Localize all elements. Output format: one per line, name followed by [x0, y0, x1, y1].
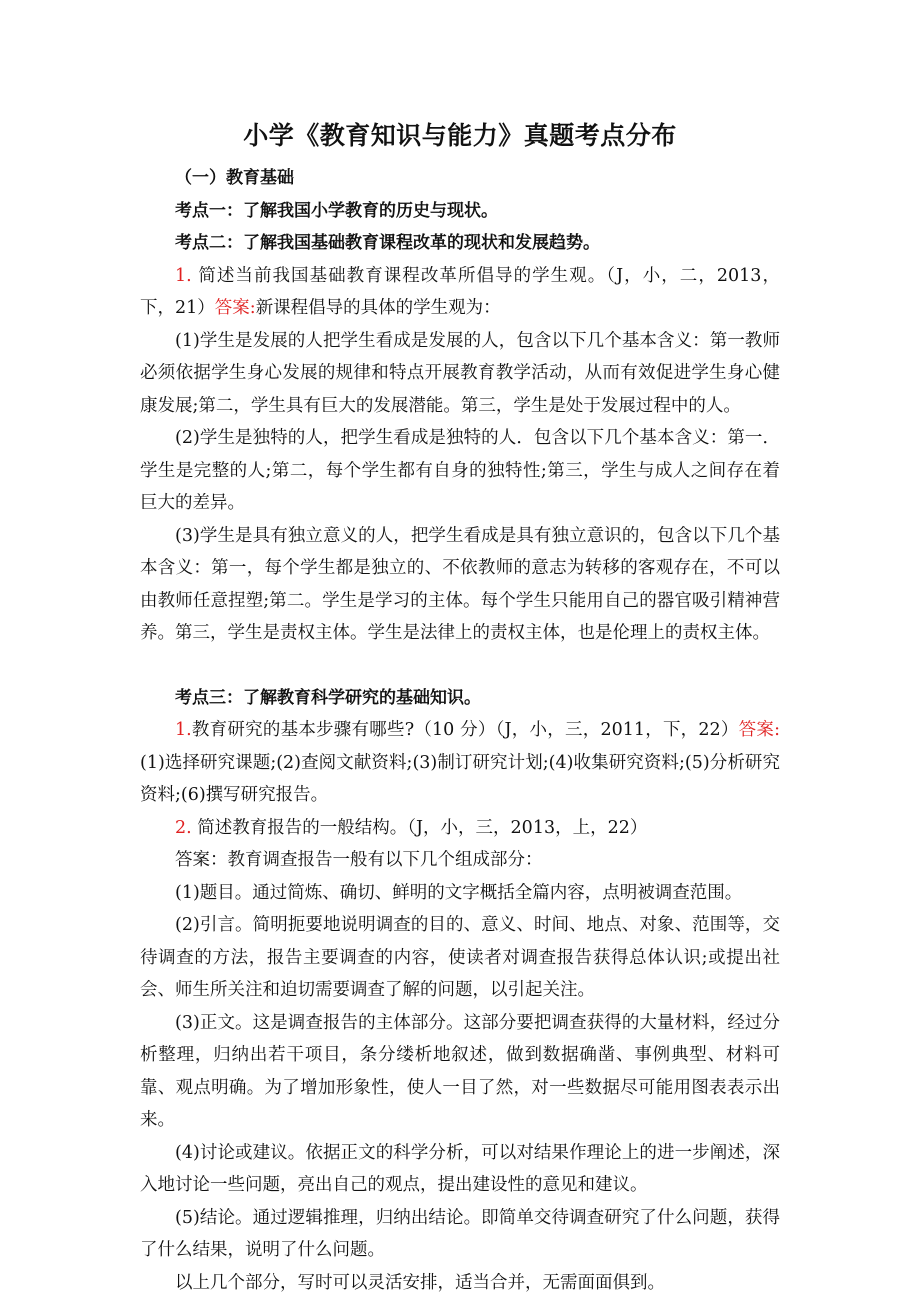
- question-3-point-4: (4)讨论或建议。依据正文的科学分析，可以对结果作理论上的进一步阐述，深入地讨论一些问题，亮出自己的观点，提出建设性的意见和建议。: [140, 1142, 780, 1195]
- question-1-number: 1.: [175, 265, 192, 286]
- question-1-point-1: (1)学生是发展的人把学生看成是发展的人，包含以下几个基本含义：第一教师必须依据学生身心发展的规律和特点开展教育教学活动，从而有效促进学生身心健康发展;第二，学生具有巨大的发展潜能。第三，学生是处于发展过程中的人。: [140, 330, 780, 416]
- question-2-text: 教育研究的基本步骤有哪些?（10 分）（J，小，三，2011，下，22）: [191, 720, 739, 740]
- question-3-point-5: (5)结论。通过逻辑推理，归纳出结论。即简单交待调查研究了什么问题，获得了什么结果，说明了什么问题。: [140, 1207, 780, 1260]
- question-3-number: 2.: [175, 817, 192, 838]
- question-1-text: 简述当前我国基础教育课程改革所倡导的学生观。（J，小，二，2013，下，21）: [140, 265, 780, 318]
- document-title: 小学《教育知识与能力》真题考点分布: [243, 121, 677, 150]
- question-3-answer: 答案：教育调查报告一般有以下几个组成部分：: [175, 850, 543, 870]
- question-3-point-1: (1)题目。通过简炼、确切、鲜明的文字概括全篇内容，点明被调查范围。: [175, 882, 743, 903]
- question-3-point-2: (2)引言。简明扼要地说明调查的目的、意义、时间、地点、对象、范围等，交待调查的方法，报告主要调查的内容，使读者对调查报告获得总体认识;或提出社会、师生所关注和迫切需要调查了解的问题，以引起关注。: [140, 915, 780, 1000]
- question-2: [140, 714, 780, 812]
- kaodian-3-heading: 考点三：了解教育科学研究的基础知识。: [175, 687, 481, 708]
- section-heading: （一）教育基础: [175, 168, 294, 188]
- question-3-text: 简述教育报告的一般结构。（J，小，三，2013，上，22）: [197, 817, 648, 838]
- question-1-point-2: (2)学生是独特的人，把学生看成是独特的人．包含以下几个基本含义：第一．学生是完整的人;第二，每个学生都有自身的独特性;第三，学生与成人之间存在着巨大的差异。: [140, 428, 780, 513]
- question-3-point-3: (3)正文。这是调查报告的主体部分。这部分要把调查获得的大量材料，经过分析整理，归纳出若干项目，条分缕析地叙述，做到数据确凿、事例典型、材料可靠、观点明确。为了增加形象性，使人一目了然，对一些数据尽可能用图表表示出来。: [140, 1012, 780, 1130]
- question-1: [140, 260, 780, 325]
- question-3-summary: 以上几个部分，写时可以灵活安排，适当合并，无需面面俱到。: [175, 1272, 665, 1293]
- kaodian-2-heading: 考点二：了解我国基础教育课程改革的现状和发展趋势。: [175, 233, 600, 253]
- question-2-number: 1.: [175, 720, 192, 740]
- question-1-answer-label: 答案:: [214, 298, 256, 318]
- question-2-answer: (1)选择研究课题;(2)查阅文献资料;(3)制订研究计划;(4)收集研究资料;(5)分析研究资料;(6)撰写研究报告。: [140, 752, 780, 805]
- kaodian-1-heading: 考点一：了解我国小学教育的历史与现状。: [175, 200, 498, 221]
- question-3: [140, 812, 780, 845]
- question-1-point-3: (3)学生是具有独立意义的人，把学生看成是具有独立意识的，包含以下几个基本含义：第一，每个学生都是独立的、不依教师的意志为转移的客观存在，不可以由教师任意捏塑;第二。学生是学习的主体。每个学生只能用自己的器官吸引精神营养。第三，学生是责权主体。学生是法律上的责权主体，也是伦理上的责权主体。: [140, 525, 780, 643]
- question-1-answer-intro: 新课程倡导的具体的学生观为：: [255, 298, 501, 318]
- section-gap: [140, 650, 780, 682]
- question-2-answer-label: 答案:: [738, 720, 780, 740]
